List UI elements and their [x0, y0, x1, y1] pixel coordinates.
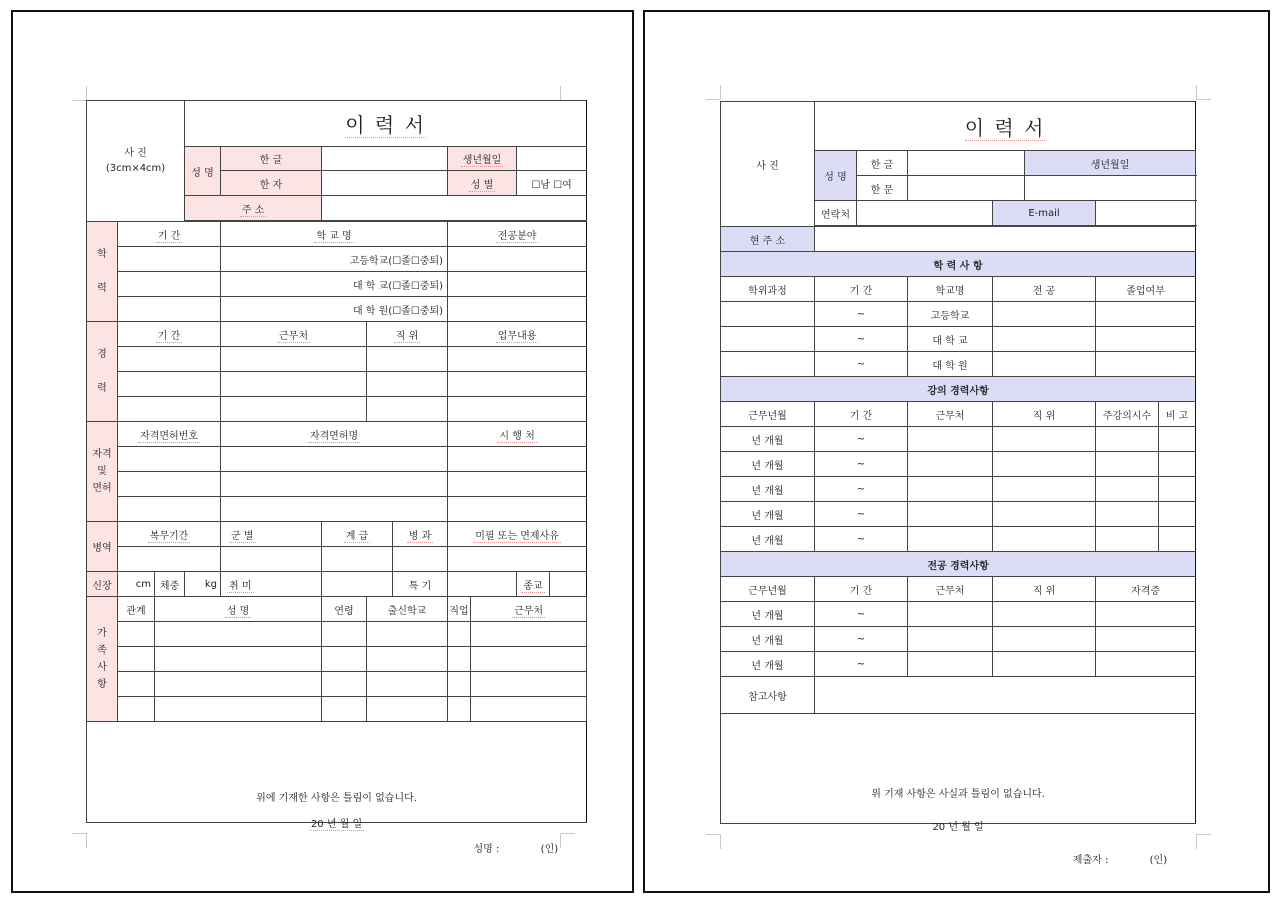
career-side-label: 경 력	[87, 322, 118, 422]
address-label: 주 소	[185, 196, 322, 221]
license-cell[interactable]	[221, 472, 448, 497]
email-label: E-mail	[993, 201, 1096, 226]
edu-cell[interactable]	[721, 352, 815, 377]
major-ym[interactable]: 년 개월	[721, 627, 815, 652]
edu-school-grad[interactable]: 대 학 원(☐졸☐중퇴)	[221, 297, 448, 322]
lecture-cell[interactable]	[993, 452, 1096, 477]
edu-period-field[interactable]	[118, 272, 221, 297]
date-line: 20 년 월 일	[932, 821, 984, 833]
family-cell[interactable]	[471, 672, 587, 697]
family-cell[interactable]	[367, 647, 448, 672]
edu-cell[interactable]	[993, 302, 1096, 327]
family-cell[interactable]	[367, 697, 448, 722]
email-field[interactable]	[1096, 201, 1196, 226]
career-cell[interactable]	[221, 347, 367, 372]
edu-header-graduation: 졸업여부	[1096, 277, 1196, 302]
family-cell[interactable]	[118, 697, 155, 722]
family-cell[interactable]	[471, 647, 587, 672]
major-header-company: 근무처	[908, 577, 993, 602]
signature-line[interactable]: 성명 : (인)	[473, 844, 559, 855]
lecture-ym[interactable]: 년 개월	[721, 427, 815, 452]
crop-mark	[72, 86, 87, 101]
contact-field[interactable]	[857, 201, 993, 226]
license-side-label: 자격 및 면허	[87, 422, 118, 522]
career-cell[interactable]	[118, 372, 221, 397]
lecture-period[interactable]: ~	[815, 452, 908, 477]
lecture-cell[interactable]	[908, 502, 993, 527]
family-cell[interactable]	[118, 622, 155, 647]
edu-period-field[interactable]	[118, 297, 221, 322]
lecture-cell[interactable]	[993, 502, 1096, 527]
photo-box[interactable]	[721, 102, 815, 227]
signature-line[interactable]: 제출자 : (인)	[1072, 854, 1168, 866]
career-cell[interactable]	[221, 397, 367, 422]
weight-unit[interactable]: kg	[185, 572, 221, 597]
edu-header-major: 전공분야	[448, 222, 587, 247]
date-line: 20 년 월 일	[310, 819, 363, 830]
birth-label: 생년월일	[1025, 151, 1196, 176]
lecture-ym[interactable]: 년 개월	[721, 477, 815, 502]
lecture-ym[interactable]: 년 개월	[721, 502, 815, 527]
special-field[interactable]	[448, 572, 517, 597]
crop-mark	[706, 85, 721, 100]
crop-mark	[1196, 834, 1211, 849]
photo-label: 사 진	[756, 160, 779, 172]
lecture-cell[interactable]	[1159, 477, 1196, 502]
license-cell[interactable]	[118, 472, 221, 497]
career-header-period: 기 간	[118, 322, 221, 347]
major-cell[interactable]	[908, 652, 993, 677]
family-header-age: 연령	[322, 597, 367, 622]
career-cell[interactable]	[367, 372, 448, 397]
major-cell[interactable]	[908, 602, 993, 627]
family-cell[interactable]	[367, 672, 448, 697]
career-cell[interactable]	[367, 397, 448, 422]
lecture-cell[interactable]	[993, 527, 1096, 552]
edu-major-field[interactable]	[448, 247, 587, 272]
contact-label: 연락처	[815, 201, 857, 226]
lecture-cell[interactable]	[1159, 502, 1196, 527]
major-period[interactable]: ~	[815, 602, 908, 627]
edu-major-field[interactable]	[448, 272, 587, 297]
edu-cell[interactable]	[1096, 327, 1196, 352]
crop-mark	[1196, 85, 1211, 100]
birth-field[interactable]	[1025, 176, 1196, 201]
photo-box[interactable]	[87, 101, 185, 222]
hangul-name-field[interactable]	[908, 151, 1025, 176]
hangul-name-field[interactable]	[322, 147, 448, 171]
lecture-header-period: 기 간	[815, 402, 908, 427]
military-cell[interactable]	[322, 547, 393, 572]
major-period[interactable]: ~	[815, 652, 908, 677]
edu-cell[interactable]	[721, 327, 815, 352]
license-cell[interactable]	[221, 447, 448, 472]
lecture-period[interactable]: ~	[815, 427, 908, 452]
edu-school-high: 고등학교	[908, 302, 993, 327]
gender-label: 성 별	[448, 171, 517, 196]
major-header-ym: 근무년월	[721, 577, 815, 602]
edu-cell[interactable]	[1096, 302, 1196, 327]
lecture-cell[interactable]	[908, 527, 993, 552]
gender-checkbox[interactable]: ☐남 ☐여	[517, 171, 587, 196]
resume-page-2	[643, 10, 1270, 893]
lecture-header-note: 비 고	[1159, 402, 1196, 427]
crop-mark	[706, 834, 721, 849]
lecture-cell[interactable]	[908, 452, 993, 477]
lecture-period[interactable]: ~	[815, 502, 908, 527]
family-cell[interactable]	[322, 672, 367, 697]
edu-header-school: 학 교 명	[221, 222, 448, 247]
weight-label: 체중	[155, 572, 185, 597]
edu-header-degree: 학위과정	[721, 277, 815, 302]
major-section-header: 전공 경력사항	[721, 552, 1196, 577]
edu-period-field[interactable]	[118, 247, 221, 272]
address-field[interactable]	[322, 196, 587, 221]
hangul-label: 한 글	[221, 147, 322, 171]
family-header-relation: 관계	[118, 597, 155, 622]
edu-school-grad: 대 학 원	[908, 352, 993, 377]
career-cell[interactable]	[221, 372, 367, 397]
edu-period-field[interactable]: ~	[815, 352, 908, 377]
edu-cell[interactable]	[1096, 352, 1196, 377]
family-cell[interactable]	[471, 622, 587, 647]
career-cell[interactable]	[448, 397, 587, 422]
edu-cell[interactable]	[993, 352, 1096, 377]
lecture-cell[interactable]	[1096, 527, 1159, 552]
lecture-period[interactable]: ~	[815, 527, 908, 552]
lecture-cell[interactable]	[993, 477, 1096, 502]
address-label: 현 주 소	[721, 227, 815, 252]
license-header-name: 자격면허명	[221, 422, 448, 447]
major-cell[interactable]	[1096, 652, 1196, 677]
name-label: 성 명	[815, 151, 857, 201]
major-cell[interactable]	[993, 602, 1096, 627]
special-label: 특 기	[393, 572, 448, 597]
career-cell[interactable]	[118, 397, 221, 422]
edu-school-univ: 대 학 교	[908, 327, 993, 352]
address-field[interactable]	[815, 227, 1196, 252]
family-header-company: 근무처	[471, 597, 587, 622]
major-ym[interactable]: 년 개월	[721, 602, 815, 627]
birth-field[interactable]	[517, 147, 587, 171]
major-period[interactable]: ~	[815, 627, 908, 652]
family-cell[interactable]	[155, 647, 322, 672]
hanja-name-field[interactable]	[908, 176, 1025, 201]
edu-school-high[interactable]: 고등학교(☐졸☐중퇴)	[221, 247, 448, 272]
family-cell[interactable]	[322, 697, 367, 722]
lecture-cell[interactable]	[1096, 477, 1159, 502]
edu-school-univ[interactable]: 대 학 교(☐졸☐중퇴)	[221, 272, 448, 297]
major-ym[interactable]: 년 개월	[721, 652, 815, 677]
note-field[interactable]	[815, 677, 1196, 714]
edu-period-field[interactable]: ~	[815, 302, 908, 327]
major-cell[interactable]	[1096, 627, 1196, 652]
military-header-arm: 병 과	[393, 522, 448, 547]
photo-label: 사 진	[124, 148, 147, 159]
career-header-position: 직 위	[367, 322, 448, 347]
family-cell[interactable]	[448, 672, 471, 697]
military-cell[interactable]	[221, 547, 322, 572]
edu-period-field[interactable]: ~	[815, 327, 908, 352]
license-cell[interactable]	[448, 447, 587, 472]
family-cell[interactable]	[322, 622, 367, 647]
lecture-cell[interactable]	[908, 427, 993, 452]
lecture-header-hours: 주강의시수	[1096, 402, 1159, 427]
note-label: 참고사항	[721, 677, 815, 714]
military-header-rank: 계 급	[322, 522, 393, 547]
lecture-cell[interactable]	[1159, 527, 1196, 552]
career-cell[interactable]	[448, 372, 587, 397]
career-header-duties: 업무내용	[448, 322, 587, 347]
lecture-cell[interactable]	[1096, 427, 1159, 452]
family-header-name: 성 명	[155, 597, 322, 622]
license-header-number: 자격면허번호	[118, 422, 221, 447]
license-cell[interactable]	[118, 497, 221, 522]
career-cell[interactable]	[448, 347, 587, 372]
major-cell[interactable]	[993, 652, 1096, 677]
career-cell[interactable]	[118, 347, 221, 372]
edu-section-header: 학 력 사 항	[721, 252, 1196, 277]
military-cell[interactable]	[393, 547, 448, 572]
edu-cell[interactable]	[721, 302, 815, 327]
military-side-label: 병역	[87, 522, 118, 572]
edu-side-label: 학 력	[87, 222, 118, 322]
crop-mark	[560, 86, 575, 101]
lecture-cell[interactable]	[993, 427, 1096, 452]
declaration-area	[87, 722, 587, 855]
lecture-ym[interactable]: 년 개월	[721, 527, 815, 552]
family-cell[interactable]	[367, 622, 448, 647]
military-header-branch: 군 별	[221, 522, 322, 547]
major-cell[interactable]	[1096, 602, 1196, 627]
page-title: 이 력 서	[345, 113, 426, 137]
military-cell[interactable]	[448, 547, 587, 572]
hanja-label: 한 문	[857, 176, 908, 201]
edu-header-major: 전 공	[993, 277, 1096, 302]
lecture-cell[interactable]	[1096, 452, 1159, 477]
lecture-ym[interactable]: 년 개월	[721, 452, 815, 477]
major-header-period: 기 간	[815, 577, 908, 602]
edu-header-period: 기 간	[815, 277, 908, 302]
lecture-period[interactable]: ~	[815, 477, 908, 502]
family-cell[interactable]	[448, 697, 471, 722]
resume-form-2	[720, 101, 1196, 866]
family-cell[interactable]	[155, 672, 322, 697]
family-header-job: 직업	[448, 597, 471, 622]
photo-size: (3cm×4cm)	[105, 163, 166, 174]
hangul-label: 한 글	[857, 151, 908, 176]
career-cell[interactable]	[367, 347, 448, 372]
license-cell[interactable]	[118, 447, 221, 472]
name-label: 성 명	[185, 147, 221, 196]
hanja-label: 한 자	[221, 171, 322, 196]
family-cell[interactable]	[471, 697, 587, 722]
declaration-area	[721, 714, 1196, 866]
license-cell[interactable]	[448, 472, 587, 497]
military-header-period: 복무기간	[118, 522, 221, 547]
resume-page-1	[11, 10, 634, 893]
edu-header-school: 학교명	[908, 277, 993, 302]
lecture-cell[interactable]	[1159, 427, 1196, 452]
family-cell[interactable]	[118, 647, 155, 672]
birth-label: 생년월일	[448, 147, 517, 171]
hanja-name-field[interactable]	[322, 171, 448, 196]
lecture-header-company: 근무처	[908, 402, 993, 427]
license-header-issuer: 시 행 처	[448, 422, 587, 447]
lecture-cell[interactable]	[908, 477, 993, 502]
family-cell[interactable]	[448, 647, 471, 672]
career-header-company: 근무처	[221, 322, 367, 347]
edu-header-period: 기 간	[118, 222, 221, 247]
religion-field[interactable]	[550, 572, 587, 597]
family-side-label: 가 족 사 항	[87, 597, 118, 722]
major-header-license: 자격증	[1096, 577, 1196, 602]
license-cell[interactable]	[221, 497, 448, 522]
family-cell[interactable]	[155, 697, 322, 722]
lecture-cell[interactable]	[1159, 452, 1196, 477]
family-cell[interactable]	[118, 672, 155, 697]
major-header-position: 직 위	[993, 577, 1096, 602]
major-cell[interactable]	[993, 627, 1096, 652]
military-cell[interactable]	[118, 547, 221, 572]
lecture-header-position: 직 위	[993, 402, 1096, 427]
lecture-section-header: 강의 경력사항	[721, 377, 1196, 402]
edu-cell[interactable]	[993, 327, 1096, 352]
page-title: 이 력 서	[964, 115, 1046, 140]
hobby-field[interactable]	[322, 572, 393, 597]
resume-form-1	[86, 100, 587, 855]
military-header-exempt: 미필 또는 면제사유	[448, 522, 587, 547]
declaration-text: 위에 기재한 사항은 틀림이 없습니다.	[256, 793, 417, 804]
lecture-header-ym: 근무년월	[721, 402, 815, 427]
lecture-cell[interactable]	[1096, 502, 1159, 527]
edu-major-field[interactable]	[448, 297, 587, 322]
family-cell[interactable]	[448, 622, 471, 647]
hobby-label: 취 미	[221, 572, 322, 597]
family-cell[interactable]	[322, 647, 367, 672]
license-cell[interactable]	[448, 497, 587, 522]
family-header-school: 출신학교	[367, 597, 448, 622]
declaration-text: 위 기재 사항은 사실과 틀림이 없습니다.	[871, 788, 1045, 800]
religion-label: 종교	[517, 572, 550, 597]
crop-mark	[72, 833, 87, 848]
height-label: 신장	[87, 572, 118, 597]
major-cell[interactable]	[908, 627, 993, 652]
family-cell[interactable]	[155, 622, 322, 647]
height-unit[interactable]: cm	[118, 572, 155, 597]
